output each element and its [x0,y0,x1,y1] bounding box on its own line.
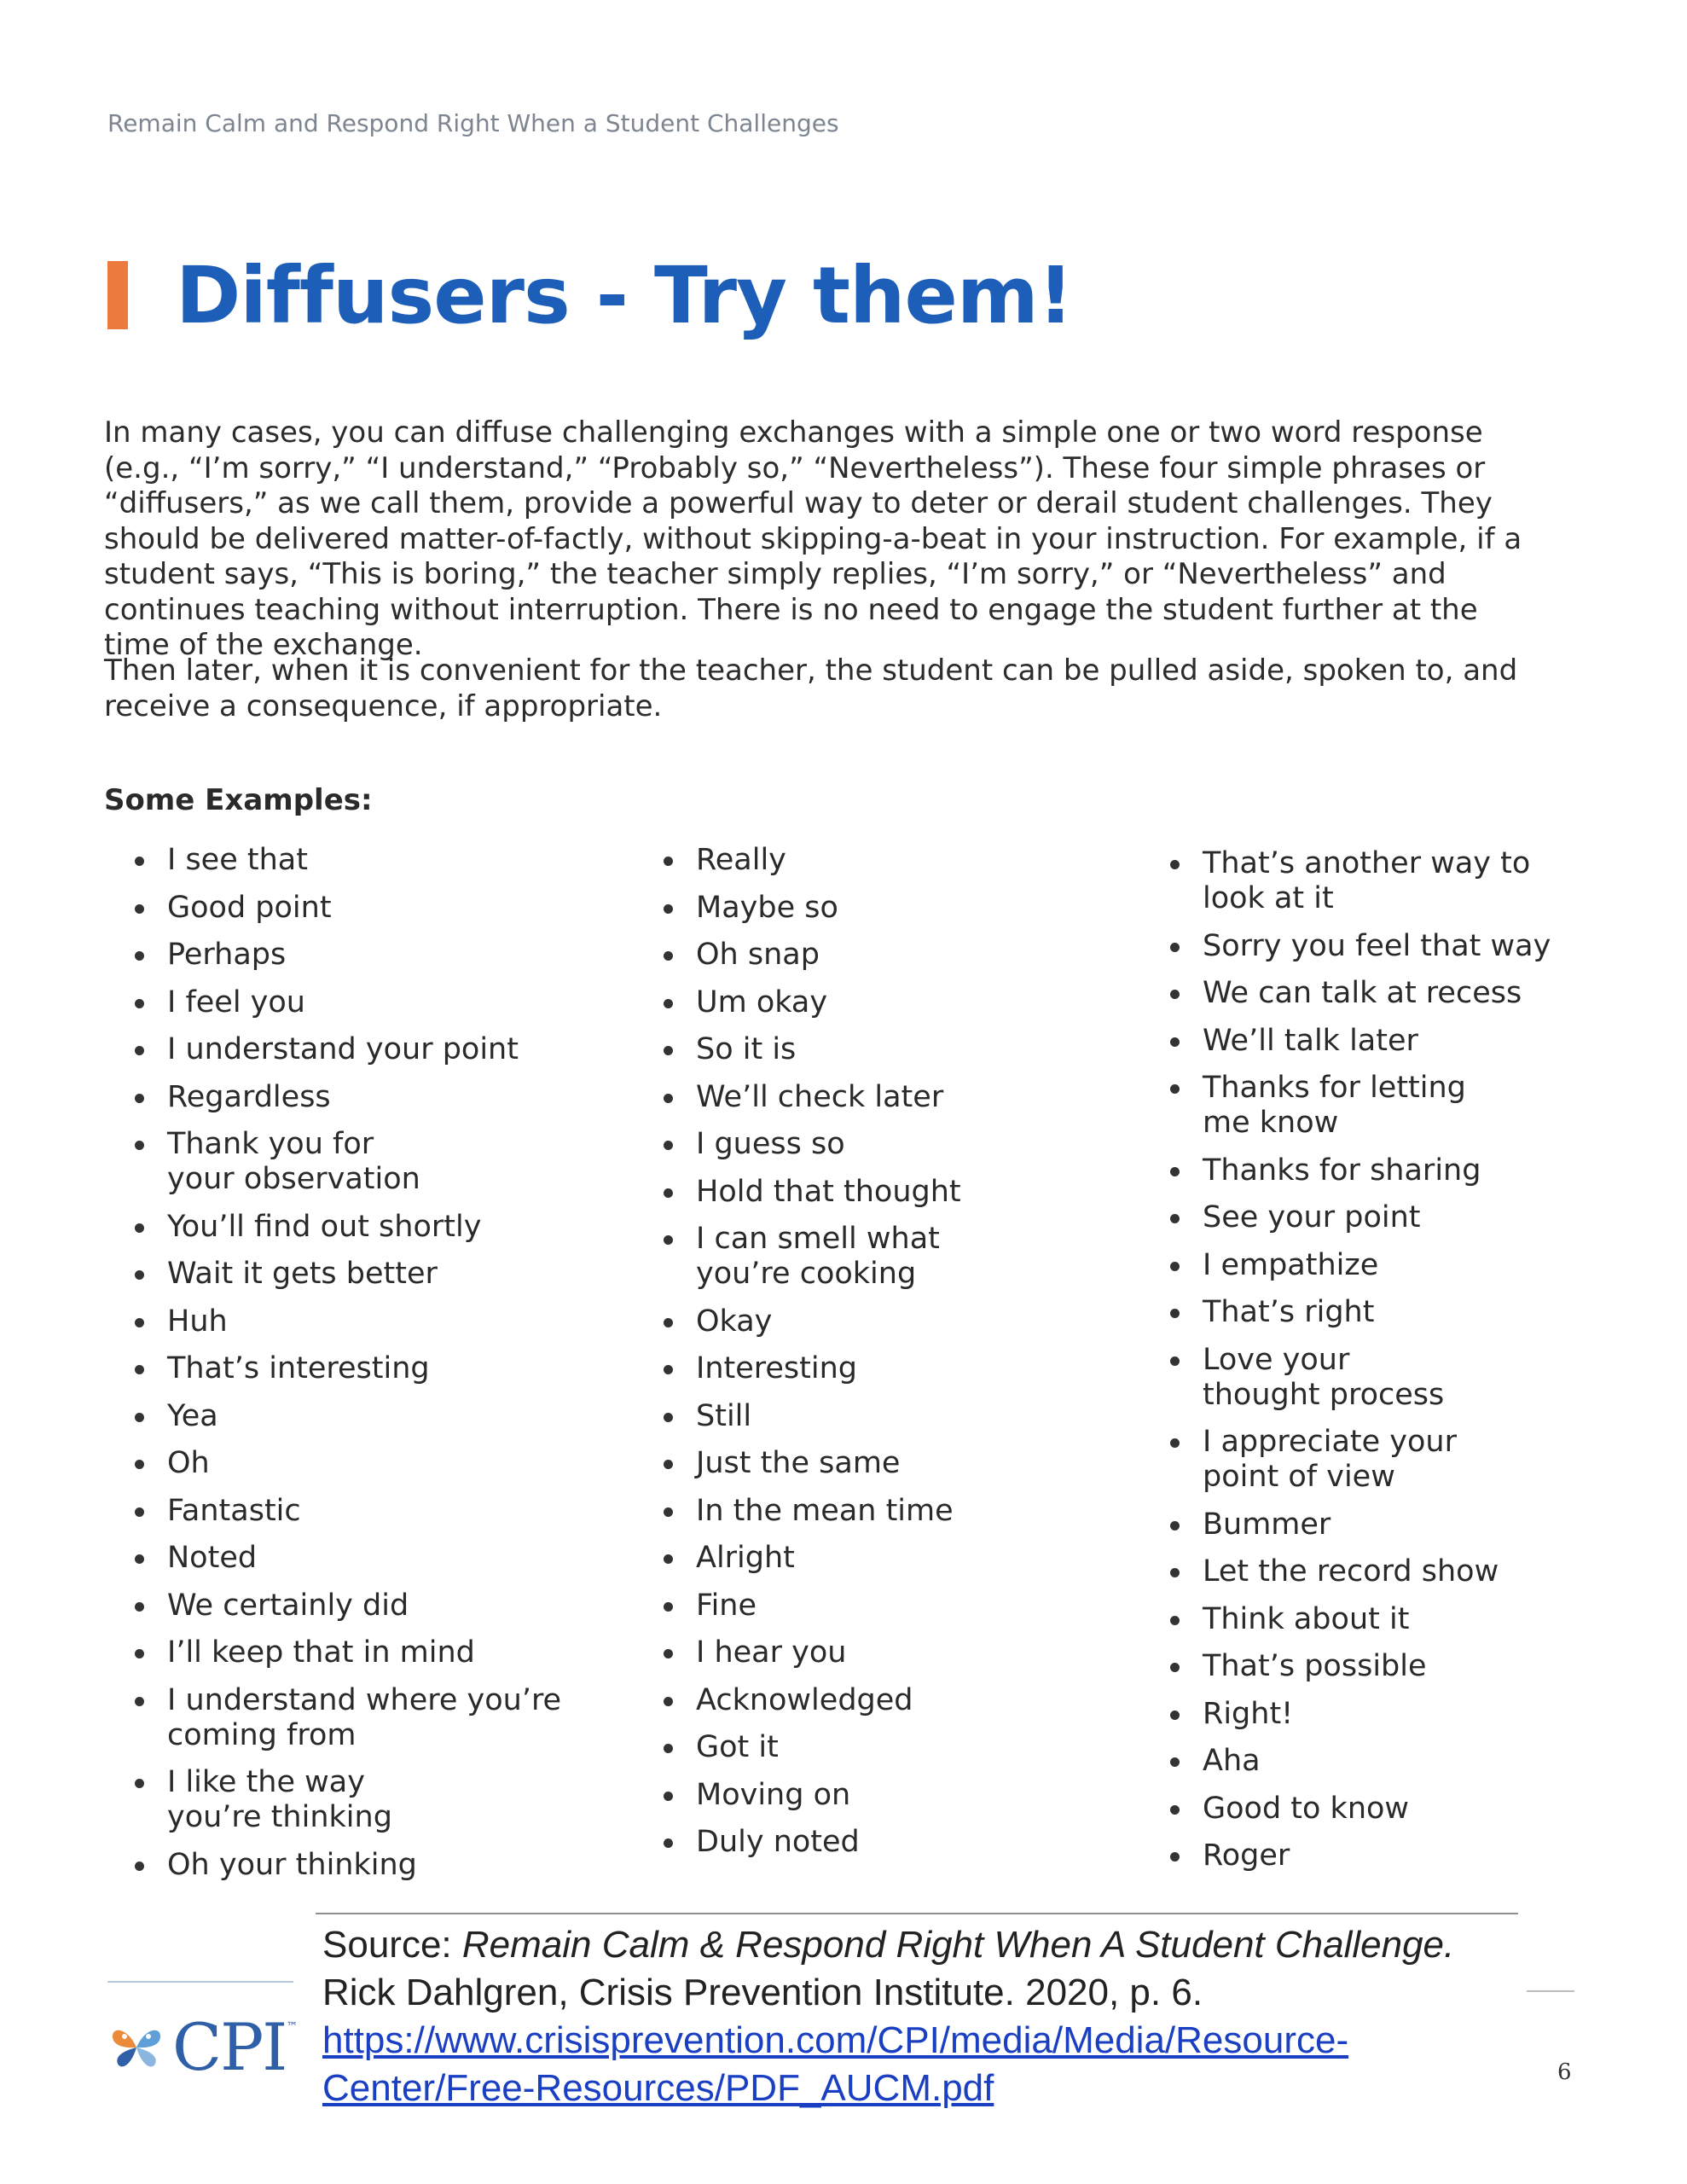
list-item: Thank you for your observation [131,1127,609,1197]
list-item: Noted [131,1541,609,1576]
list-item: Interesting [660,1351,1104,1386]
list-item: Thanks for sharing [1167,1153,1610,1188]
logo-divider [107,1981,293,1983]
source-citation [322,1921,1551,2112]
list-item: Good point [131,891,609,926]
list-item: Oh your thinking [131,1848,609,1883]
followup-paragraph: Then later, when it is convenient for the teacher, the student can be pulled aside, spoken to, and receive a consequence, if appropriate. [104,653,1518,723]
list-item: We can talk at recess [1167,976,1610,1011]
list-item: I guess so [660,1127,1104,1162]
list-item: I hear you [660,1635,1104,1670]
list-item: I appreciate your point of view [1167,1425,1610,1495]
list-item: I empathize [1167,1248,1610,1283]
list-item: I like the way you’re thinking [131,1765,609,1835]
list-item: That’s right [1167,1295,1610,1330]
list-item: Still [660,1399,1104,1434]
source-url-line-2: Center/Free-Resources/PDF_AUCM.pdf [322,2067,994,2109]
list-item: Just the same [660,1446,1104,1481]
list-item: That’s another way to look at it [1167,846,1610,916]
list-item: I can smell what you’re cooking [660,1222,1104,1292]
title-block [107,249,1073,341]
list-item: We’ll talk later [1167,1024,1610,1059]
list-item: Got it [660,1730,1104,1765]
source-url-line-1: https://www.crisisprevention.com/CPI/media/Media/Resource- [322,2019,1349,2061]
page-number: 6 [1557,2059,1572,2085]
list-item: You’ll find out shortly [131,1210,609,1245]
source-author-line: Rick Dahlgren, Crisis Prevention Institute. 2020, p. 6. [322,1972,1203,2013]
list-item: Duly noted [660,1825,1104,1860]
list-item: I see that [131,843,609,878]
list-item: Regardless [131,1080,609,1115]
source-title-line [322,1921,1551,1969]
list-item: We’ll check later [660,1080,1104,1115]
list-item: Aha [1167,1744,1610,1779]
cpi-trademark: ™ [286,2020,299,2034]
list-item: Maybe so [660,891,1104,926]
cpi-butterfly-icon [109,2023,164,2072]
list-item: Good to know [1167,1792,1610,1827]
cpi-logo-text: CPI [172,2009,287,2085]
list-item: See your point [1167,1200,1610,1235]
running-header: Remain Calm and Respond Right When a Student Challenges [107,109,839,137]
list-item: Right! [1167,1697,1610,1732]
list-item: Alright [660,1541,1104,1576]
list-item: We certainly did [131,1589,609,1623]
examples-column-2 [660,843,1104,1873]
source-divider [316,1913,1518,1914]
list-item: Let the record show [1167,1554,1610,1589]
list-item: I feel you [131,985,609,1020]
list-item: Wait it gets better [131,1257,609,1292]
list-item: Fantastic [131,1494,609,1529]
title-accent-bar [107,261,128,329]
cpi-logo [109,2009,299,2085]
source-url-link[interactable] [322,2019,1348,2109]
list-item: Okay [660,1304,1104,1339]
list-item: Think about it [1167,1602,1610,1637]
source-label: Source: [322,1924,452,1966]
list-item: Yea [131,1399,609,1434]
list-item: Roger [1167,1838,1610,1873]
list-item: Fine [660,1589,1104,1623]
list-item: Oh [131,1446,609,1481]
examples-column-1 [131,843,609,1895]
list-item: Perhaps [131,938,609,973]
list-item: In the mean time [660,1494,1104,1529]
intro-paragraph: In many cases, you can diffuse challenging exchanges with a simple one or two word response (e.g., “I’m sorry,” “I understand,” “Probably so,” “Nevertheless”). These four simple phrases or “diffusers,” as we call them, provide a powerful way to deter or derail student challenges. They should be delivered matter-of-factly, without skipping-a-beat in your instruction. For example, if a student says, “This is boring,” the teacher simply replies, “I’m sorry,” or “Nevertheless” and continues teaching without interruption. There is no need to engage the student further at the time of the exchange. [104,415,1522,662]
list-item: Bummer [1167,1507,1610,1542]
list-item: I understand your point [131,1032,609,1067]
list-item: That’s possible [1167,1649,1610,1684]
list-item: Thanks for letting me know [1167,1071,1610,1141]
source-work-title: Remain Calm & Respond Right When A Student Challenge. [461,1924,1455,1966]
list-item: Love your thought process [1167,1343,1610,1413]
list-item: That’s interesting [131,1351,609,1386]
list-item: Huh [131,1304,609,1339]
list-item: Hold that thought [660,1175,1104,1210]
list-item: I understand where you’re coming from [131,1683,609,1753]
list-item: Sorry you feel that way [1167,929,1610,964]
page-title: Diffusers - Try them! [176,249,1073,341]
list-item: Moving on [660,1778,1104,1813]
list-item: So it is [660,1032,1104,1067]
list-item: Acknowledged [660,1683,1104,1718]
examples-heading: Some Examples: [104,783,373,817]
list-item: I’ll keep that in mind [131,1635,609,1670]
list-item: Oh snap [660,938,1104,973]
list-item: Really [660,843,1104,878]
examples-column-3 [1167,846,1610,1886]
list-item: Um okay [660,985,1104,1020]
